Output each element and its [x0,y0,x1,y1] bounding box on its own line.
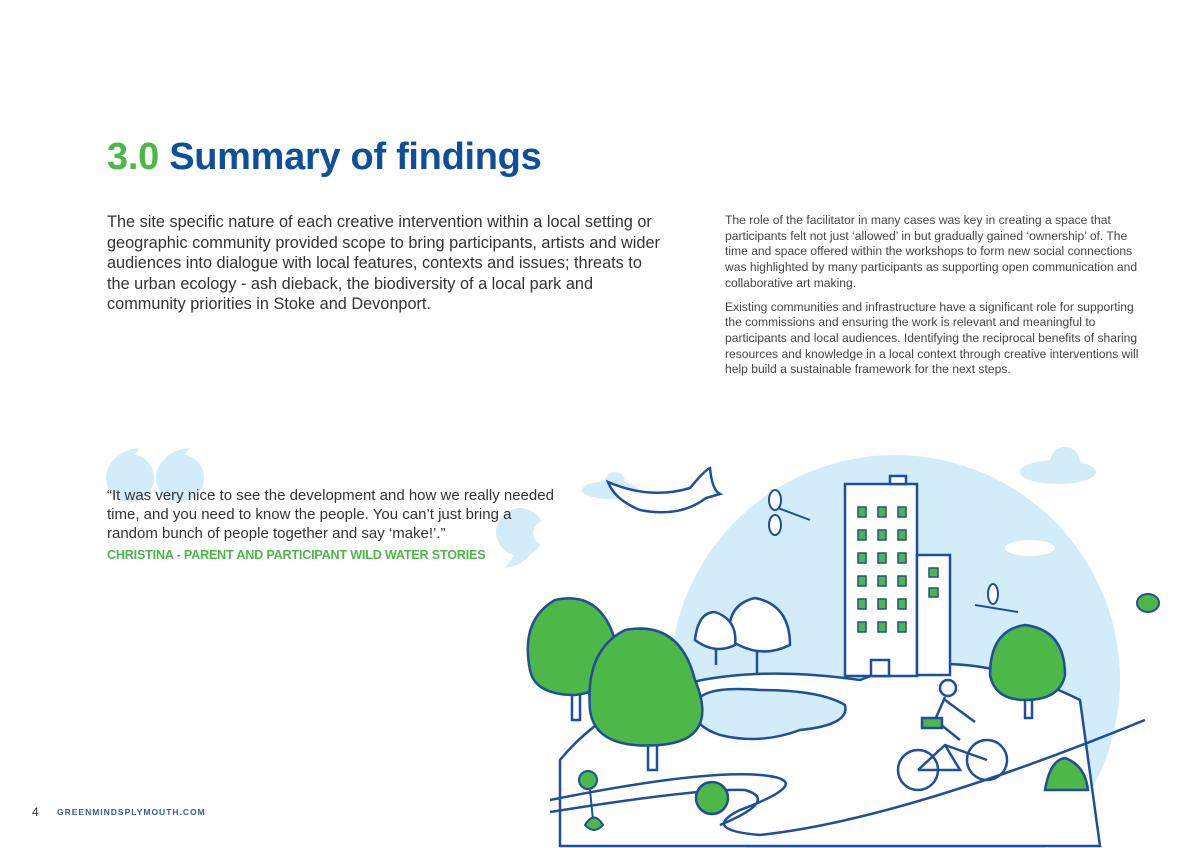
section-title: Summary of findings [169,136,542,178]
quote-attribution: CHRISTINA - PARENT AND PARTICIPANT WILD WATER STORIES [107,548,486,562]
bird-icon [608,468,720,512]
body-paragraph: The role of the facilitator in many cases was key in creating a space that participants felt not just ‘allowed’ in but gradually gained ‘ownership’ of. The time and space offered within the workshops to form new social connections was highlighted by many participants as supporting open communication and collaborative art making. [725,213,1138,290]
bee-icon [1137,594,1159,612]
body-paragraph: Existing communities and infrastructure have a significant role for supporting the commissions and ensuring the work is relevant and meaningful to participants and local audiences. Identifying the reciprocal benefits of sharing resources and knowledge in a local context through creative interventions will help build a sustainable framework for the next steps. [725,299,1139,377]
page-number: 4 [32,805,39,819]
section-number: 3.0 [107,136,159,178]
quote-text: “It was very nice to see the development and how we really needed time, and you need to know the people. You can’t just bring a random bunch of people together and say ‘make!’.” [107,487,554,542]
lead-paragraph: The site specific nature of each creative intervention within a local setting or geographic community provided scope to bring participants, artists and wider audiences into dialogue with local features, contexts and issues; threats to the urban ecology - ash dieback, the biodiversity of a local park and community priorities in Stoke and Devonport. [107,213,660,313]
right-column [725,213,1145,386]
page-title [107,136,541,179]
footer-url[interactable]: GREENMINDSPLYMOUTH.COM [57,807,206,817]
